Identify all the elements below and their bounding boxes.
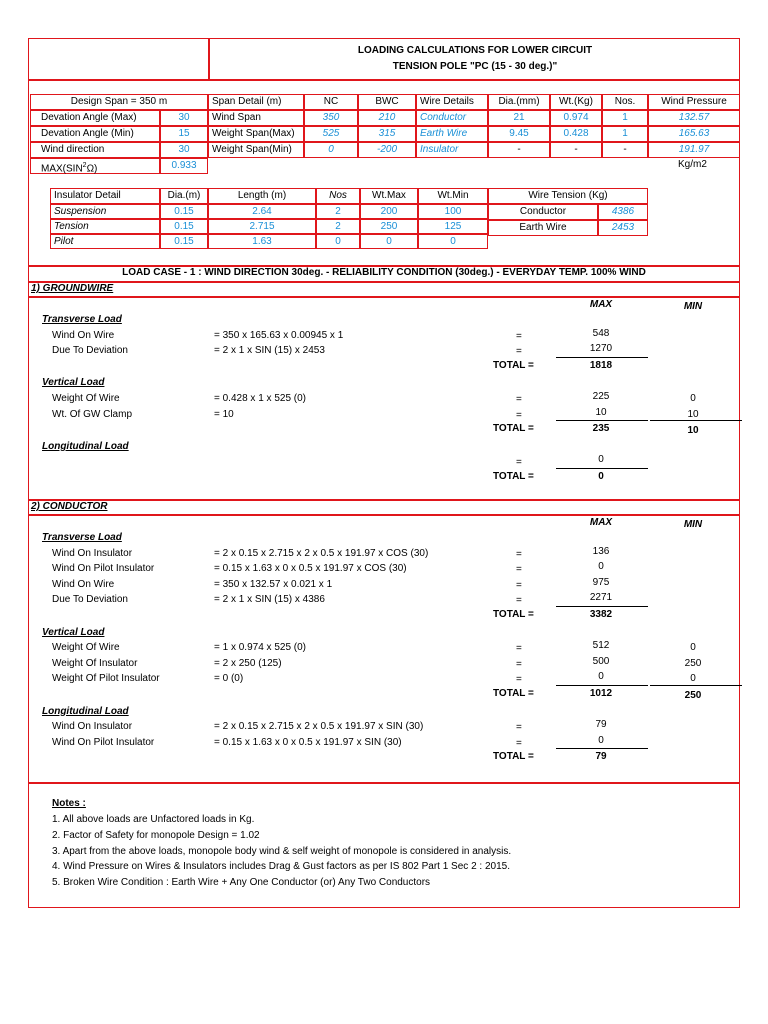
equals-sign: =: [516, 643, 522, 655]
insulator-cell: 125: [418, 219, 488, 234]
equals-sign: =: [516, 658, 522, 670]
insulator-cell: 1.63: [208, 234, 316, 249]
equals-sign: =: [516, 548, 522, 560]
load-label: Weight Of Wire: [52, 642, 120, 654]
pressure-unit: Kg/m2: [678, 159, 707, 170]
equals-sign: =: [516, 737, 522, 749]
tension-value: 4386: [598, 204, 648, 220]
span-cell: 210: [358, 110, 416, 126]
equals-sign: =: [516, 457, 522, 469]
wire-header: Nos.: [602, 94, 648, 110]
wire-cell: -: [488, 142, 550, 158]
max-value: 512: [592, 640, 610, 652]
insulator-cell: 0.15: [160, 204, 208, 219]
design-label: Devation Angle (Max): [30, 110, 160, 126]
max-value: 2271: [589, 592, 613, 604]
load-formula: = 0 (0): [214, 673, 244, 685]
insulator-header: Wt.Min: [418, 188, 488, 204]
notes-heading: Notes :: [52, 798, 86, 809]
wire-cell: Conductor: [416, 110, 488, 126]
span-cell: -200: [358, 142, 416, 158]
max-header: MAX: [589, 299, 613, 310]
span-cell: 0: [304, 142, 358, 158]
span-header: NC: [304, 94, 358, 110]
load-label: Wind On Insulator: [52, 721, 133, 733]
total-rule: [556, 606, 648, 607]
wire-header: Dia.(mm): [488, 94, 550, 110]
design-label: Devation Angle (Min): [30, 126, 160, 142]
insulator-cell: 0.15: [160, 234, 208, 249]
wire-cell: -: [602, 142, 648, 158]
total-rule: [650, 685, 742, 686]
wire-header: Wire Details: [416, 94, 488, 110]
load-formula: = 0.15 x 1.63 x 0 x 0.5 x 191.97 x SIN (30): [214, 736, 402, 748]
note-item: 5. Broken Wire Condition : Earth Wire + Any One Conductor (or) Any Two Conductors: [52, 877, 431, 889]
insulator-cell: 0.15: [160, 219, 208, 234]
max-value: 548: [592, 327, 610, 339]
total-label: TOTAL =: [493, 423, 534, 435]
total-label: TOTAL =: [493, 688, 534, 699]
max-value: 0: [598, 671, 604, 683]
load-formula: = 350 x 165.63 x 0.00945 x 1: [214, 329, 344, 341]
design-label: Wind direction: [30, 142, 160, 158]
section-title: Transverse Load: [42, 532, 122, 543]
equals-sign: =: [516, 674, 522, 686]
min-value: 0: [690, 642, 696, 654]
total-max: 235: [592, 423, 610, 435]
max-value: 0: [598, 561, 604, 573]
section-title: Longitudinal Load: [42, 705, 129, 717]
total-max: 1818: [589, 359, 613, 371]
total-max: 79: [595, 751, 607, 763]
total-min: 250: [684, 690, 702, 701]
max-value: 225: [592, 391, 610, 402]
insulator-cell: 2.64: [208, 204, 316, 219]
tension-label: Earth Wire: [488, 220, 598, 236]
min-value: 0: [690, 673, 696, 685]
title-line-1: LOADING CALCULATIONS FOR LOWER CIRCUIT: [357, 45, 593, 56]
load-label: Weight Of Wire: [52, 393, 120, 404]
insulator-cell: 2: [316, 219, 360, 234]
wire-cell: -: [550, 142, 602, 158]
max-value: 136: [592, 545, 610, 557]
load-formula: = 2 x 250 (125): [214, 657, 282, 669]
insulator-cell: Pilot: [50, 234, 160, 249]
max-value: 0: [598, 734, 604, 746]
load-formula: = 2 x 1 x SIN (15) x 2453: [214, 345, 325, 357]
insulator-cell: 2.715: [208, 219, 316, 234]
max-header: MAX: [589, 517, 613, 528]
wire-header: Wind Pressure: [648, 94, 740, 110]
equals-sign: =: [516, 346, 522, 358]
wire-cell: Earth Wire: [416, 126, 488, 142]
span-cell: Weight Span(Max): [208, 126, 304, 142]
load-label: Wind On Wire: [52, 329, 115, 341]
load-formula: = 2 x 0.15 x 2.715 x 2 x 0.5 x 191.97 x SIN (30): [214, 721, 424, 733]
load-label: Due To Deviation: [52, 345, 128, 357]
total-max: 0: [598, 471, 604, 482]
design-value: 15: [160, 126, 208, 142]
insulator-cell: 0: [316, 234, 360, 249]
load-label: Due To Deviation: [52, 594, 128, 606]
max-value: 500: [592, 655, 610, 667]
total-label: TOTAL =: [493, 609, 534, 620]
load-case-title: LOAD CASE - 1 : WIND DIRECTION 30deg. - RELIABILITY CONDITION (30deg.) - EVERYDAY TEMP. 100% WIND: [122, 267, 646, 278]
load-label: Weight Of Insulator: [52, 657, 138, 669]
design-value: 30: [160, 142, 208, 158]
groundwire-heading: 1) GROUNDWIRE: [31, 283, 114, 294]
wire-cell: 1: [602, 110, 648, 126]
max-value: 79: [595, 719, 607, 731]
total-max: 3382: [589, 609, 613, 620]
note-item: 4. Wind Pressure on Wires & Insulators includes Drag & Gust factors as per IS 802 Part 1 Sec 2 : 2015.: [52, 861, 510, 873]
load-label: Wind On Insulator: [52, 547, 133, 559]
total-rule: [556, 357, 648, 358]
wire-cell: 1: [602, 126, 648, 142]
insulator-header: Wt.Max: [360, 188, 418, 204]
total-rule: [556, 748, 648, 749]
total-min: 10: [687, 425, 699, 437]
insulator-cell: Tension: [50, 219, 160, 234]
insulator-header: Insulator Detail: [50, 188, 160, 204]
design-value: 0.933: [160, 158, 208, 174]
wire-cell: 0.428: [550, 126, 602, 142]
span-cell: 315: [358, 126, 416, 142]
min-value: 10: [687, 408, 699, 420]
total-label: TOTAL =: [493, 359, 534, 371]
design-label: MAX(SIN$^2$Ω): [30, 158, 160, 174]
load-label: Wt. Of GW Clamp: [52, 408, 132, 420]
span-cell: Weight Span(Min): [208, 142, 304, 158]
load-formula: = 1 x 0.974 x 525 (0): [214, 642, 307, 654]
section-title: Vertical Load: [42, 377, 105, 389]
insulator-cell: 0: [360, 234, 418, 249]
total-rule: [556, 468, 648, 469]
min-value: 250: [684, 657, 702, 669]
equals-sign: =: [516, 409, 522, 421]
total-rule: [556, 420, 648, 421]
equals-sign: =: [516, 722, 522, 734]
section-title: Longitudinal Load: [42, 440, 129, 452]
tension-label: Conductor: [488, 204, 598, 220]
insulator-cell: 0: [418, 234, 488, 249]
max-value: 0: [598, 454, 604, 466]
load-formula: = 0.15 x 1.63 x 0 x 0.5 x 191.97 x COS (30): [214, 563, 407, 575]
note-item: 2. Factor of Safety for monopole Design = 1.02: [52, 829, 260, 841]
load-label: Wind On Wire: [52, 578, 115, 590]
equals-sign: =: [516, 394, 522, 405]
span-cell: 525: [304, 126, 358, 142]
wire-cell: 132.57: [648, 110, 740, 126]
section-title: Vertical Load: [42, 626, 105, 638]
load-label: Wind On Pilot Insulator: [52, 563, 155, 575]
span-header: Span Detail (m): [208, 94, 304, 110]
note-item: 3. Apart from the above loads, monopole body wind & self weight of monopole is considered in analysis.: [52, 845, 512, 857]
wire-cell: 9.45: [488, 126, 550, 142]
note-item: 1. All above loads are Unfactored loads in Kg.: [52, 814, 255, 825]
title-line-2: TENSION POLE "PC (15 - 30 deg.)": [392, 61, 558, 72]
wire-cell: 191.97: [648, 142, 740, 158]
total-rule: [650, 420, 742, 421]
insulator-cell: 200: [360, 204, 418, 219]
equals-sign: =: [516, 579, 522, 591]
span-cell: Wind Span: [208, 110, 304, 126]
load-formula: = 2 x 1 x SIN (15) x 4386: [214, 594, 325, 606]
equals-sign: =: [516, 564, 522, 576]
min-header: MIN: [683, 519, 703, 530]
span-cell: 350: [304, 110, 358, 126]
total-label: TOTAL =: [493, 751, 534, 763]
insulator-header: Dia.(m): [160, 188, 208, 204]
total-max: 1012: [589, 688, 613, 699]
total-rule: [556, 685, 648, 686]
wire-header: Wt.(Kg): [550, 94, 602, 110]
insulator-header: Nos: [316, 188, 360, 204]
section-title: Transverse Load: [42, 314, 122, 325]
load-label: Wind On Pilot Insulator: [52, 736, 155, 748]
insulator-cell: Suspension: [50, 204, 160, 219]
tension-header: Wire Tension (Kg): [488, 188, 648, 204]
insulator-cell: 2: [316, 204, 360, 219]
insulator-cell: 100: [418, 204, 488, 219]
equals-sign: =: [516, 595, 522, 607]
load-formula: = 10: [214, 408, 234, 420]
load-label: Weight Of Pilot Insulator: [52, 673, 160, 685]
equals-sign: =: [516, 330, 522, 342]
min-value: 0: [690, 393, 696, 404]
design-label: Design Span = 350 m: [30, 94, 208, 110]
span-header: BWC: [358, 94, 416, 110]
design-value: 30: [160, 110, 208, 126]
max-value: 975: [592, 576, 610, 588]
load-formula: = 0.428 x 1 x 525 (0): [214, 393, 307, 404]
insulator-header: Length (m): [208, 188, 316, 204]
insulator-cell: 250: [360, 219, 418, 234]
total-label: TOTAL =: [493, 471, 534, 482]
wire-cell: 0.974: [550, 110, 602, 126]
wire-cell: 21: [488, 110, 550, 126]
tension-value: 2453: [598, 220, 648, 236]
max-value: 10: [595, 406, 607, 418]
load-formula: = 350 x 132.57 x 0.021 x 1: [214, 578, 333, 590]
wire-cell: 165.63: [648, 126, 740, 142]
conductor-heading: 2) CONDUCTOR: [31, 501, 108, 512]
wire-cell: Insulator: [416, 142, 488, 158]
max-value: 1270: [589, 343, 613, 355]
load-formula: = 2 x 0.15 x 2.715 x 2 x 0.5 x 191.97 x COS (30): [214, 547, 429, 559]
min-header: MIN: [683, 301, 703, 312]
